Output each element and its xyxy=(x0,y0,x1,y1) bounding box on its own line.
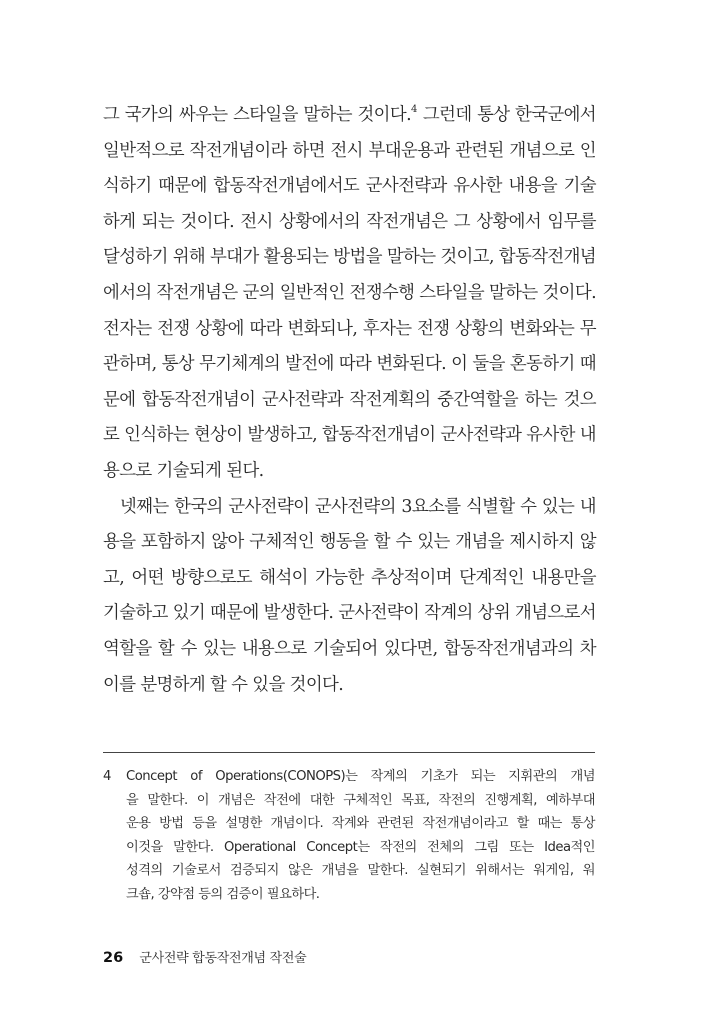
footnote-line: 크숍, 강약점 등의 검증이 필요하다. xyxy=(126,886,320,902)
text-line: 역할을 할 수 있는 내용으로 기술되어 있다면, 합동작전개념과의 차 xyxy=(103,638,596,659)
footnote-line: 을 말한다. 이 개념은 작전에 대한 구체적인 목표, 작전의 진행계획, 예하부대 xyxy=(126,792,595,808)
footnote-reference[interactable]: 4 xyxy=(411,104,418,115)
text-line: 용을 포함하지 않아 구체적인 행동을 할 수 있는 개념을 제시하지 않 xyxy=(103,532,596,553)
text-line: 식하기 때문에 합동작전개념에서도 군사전략과 유사한 내용을 기술 xyxy=(103,176,596,197)
footnote-line: 운용 방법 등을 설명한 개념이다. 작계와 관련된 작전개념이라고 할 때는 통상 xyxy=(126,816,595,832)
text-line: 하게 되는 것이다. 전시 상황에서의 작전개념은 그 상황에서 임무를 xyxy=(103,211,596,232)
footnote-line: 이것을 말한다. Operational Concept는 작전의 전체의 그림 또는 Idea적인 xyxy=(126,839,595,855)
page-number: 26 xyxy=(103,950,124,966)
text-line: 이를 분명하게 할 수 있을 것이다. xyxy=(103,674,344,695)
body-text xyxy=(103,98,596,703)
footnote-body xyxy=(126,765,595,907)
footnote xyxy=(103,765,595,907)
paragraph-1 xyxy=(103,98,596,490)
text-line: 용으로 기술되게 된다. xyxy=(103,460,264,481)
text-line: 기술하고 있기 때문에 발생한다. 군사전략이 작계의 상위 개념으로서 xyxy=(103,603,597,624)
running-title: 군사전략 합동작전개념 작전술 xyxy=(139,951,307,966)
footnote-divider xyxy=(103,752,595,753)
page-footer xyxy=(103,947,306,966)
text-line: 일반적으로 작전개념이라 하면 전시 부대운용과 관련된 개념으로 인 xyxy=(103,140,596,161)
text-line: 전자는 전쟁 상황에 따라 변화되나, 후자는 전쟁 상황의 변화와는 무 xyxy=(103,318,596,339)
text-line: 문에 합동작전개념이 군사전략과 작전계획의 중간역할을 하는 것으 xyxy=(103,389,596,410)
text-line: 에서의 작전개념은 군의 일반적인 전쟁수행 스타일을 말하는 것이다. xyxy=(103,282,597,303)
footnote-number: 4 xyxy=(103,769,111,784)
paragraph-2 xyxy=(103,490,596,704)
text-line: 고, 어떤 방향으로도 해석이 가능한 추상적이며 단계적인 내용만을 xyxy=(103,567,596,588)
text-line: 달성하기 위해 부대가 활용되는 방법을 말하는 것이고, 합동작전개념 xyxy=(103,247,597,268)
footnote-line: Concept of Operations(CONOPS)는 작계의 기초가 되는 지휘관의 개념 xyxy=(126,769,595,784)
text-line: 관하며, 통상 무기체계의 발전에 따라 변화된다. 이 둘을 혼동하기 때 xyxy=(103,354,596,375)
text-line: 그 국가의 싸우는 스타일을 말하는 것이다.$^4$ 그런데 통상 한국군에서 xyxy=(103,104,596,125)
footnote-line: 성격의 기술로서 검증되지 않은 개념을 말한다. 실현되기 위해서는 워게임, 워 xyxy=(126,863,595,879)
text-line: 로 인식하는 현상이 발생하고, 합동작전개념이 군사전략과 유사한 내 xyxy=(103,425,597,446)
text-line: 넷째는 한국의 군사전략이 군사전략의 3요소를 식별할 수 있는 내 xyxy=(120,496,596,517)
